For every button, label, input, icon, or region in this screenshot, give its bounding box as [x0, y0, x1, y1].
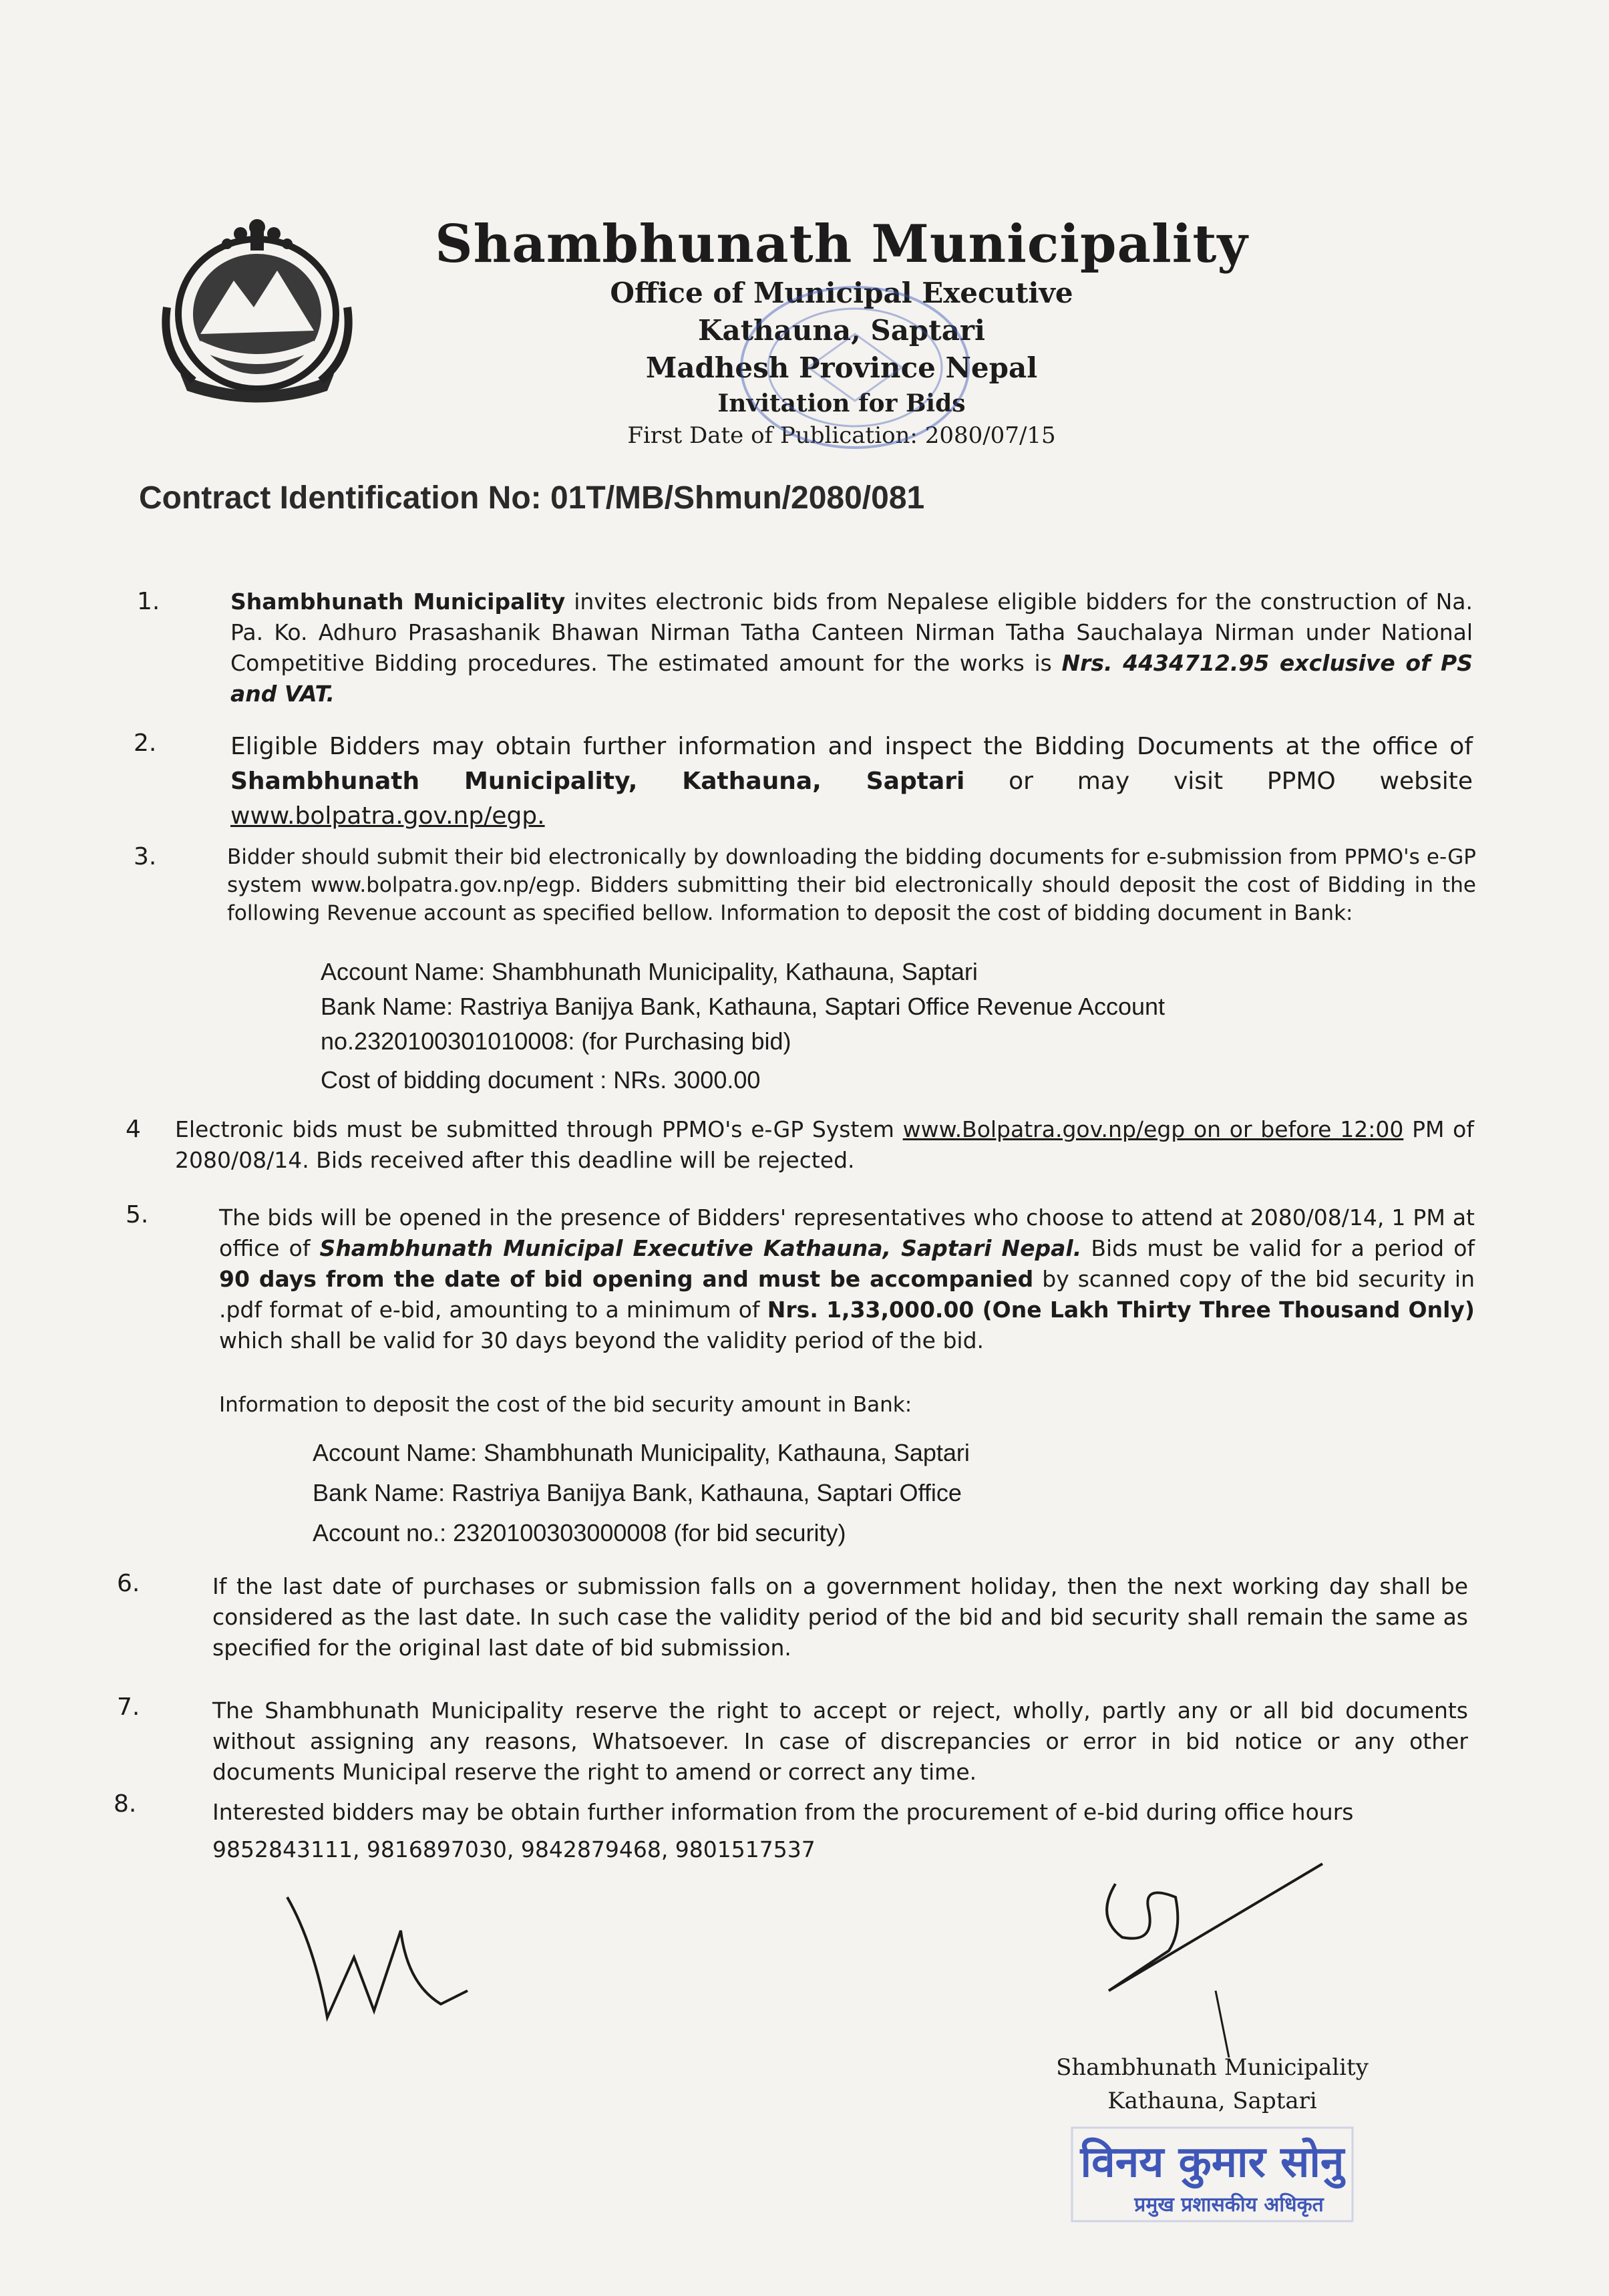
item-5 [219, 1202, 1475, 1356]
item-number: 7. [117, 1693, 140, 1721]
item-3-cost: Cost of bidding document : NRs. 3000.00 [321, 1066, 761, 1094]
nepal-emblem-icon [154, 207, 361, 407]
item-2 [230, 729, 1473, 834]
right-signature-icon [1082, 1857, 1363, 2058]
item-8-phones: 9852843111, 9816897030, 9842879468, 9801517537 [212, 1836, 816, 1862]
office-line: Office of Municipal Executive [610, 277, 1073, 309]
ppmo-link[interactable]: www.bolpatra.gov.np/egp. [230, 802, 545, 830]
item-number: 1. [137, 588, 160, 615]
item-5-bank-name: Bank Name: Rastriya Banijya Bank, Kathauna, Saptari Office [313, 1479, 962, 1506]
location-line: Kathauna, Saptari [697, 314, 985, 347]
item-5-text3: by scanned copy of the bid security in .pdf format of e-bid, amounting to a minimum of [219, 1266, 1475, 1323]
item-1-amount: Nrs. 4434712.95 exclusive of PS and VAT. [230, 650, 1473, 707]
item-3: Bidder should submit their bid electronically by downloading the bidding documents for e-submission from PPMO's e-GP system www.bolpatra.gov.np/egp. Bidders submitting their bid electronically should deposit the cost of Bidding in the following Revenue account as specified bellow. Information to deposit the cost of bidding document in Bank: [227, 845, 1476, 925]
item-5-deposit-info: Information to deposit the cost of the bid security amount in Bank: [219, 1393, 912, 1417]
municipality-title: Shambhunath Municipality [435, 214, 1248, 275]
item-number: 5. [126, 1201, 149, 1228]
item-5-account-no: Account no.: 2320100303000008 (for bid security) [313, 1519, 846, 1546]
item-5-text: The bids will be opened in the presence of Bidders' representatives who choose to attend at 2080/08/14, 1 PM at office of [219, 1204, 1475, 1261]
item-number: 6. [117, 1570, 140, 1597]
item-4 [175, 1114, 1474, 1176]
publication-date: First Date of Publication: 2080/07/15 [627, 422, 1056, 449]
egp-link[interactable]: www.Bolpatra.gov.np/egp on or before 12:00 [902, 1116, 1404, 1142]
item-number: 8. [114, 1790, 137, 1818]
item-5-validity: 90 days from the date of bid opening and must be accompanied [219, 1266, 1034, 1292]
item-3-account-no: no.2320100301010008: (for Purchasing bid) [321, 1027, 791, 1055]
signature-org: Shambhunath Municipality [1056, 2054, 1369, 2081]
item-2-text: Eligible Bidders may obtain further information and inspect the Bidding Documents at the office of [230, 733, 1473, 760]
item-3-account-name: Account Name: Shambhunath Municipality, Kathauna, Saptari [321, 958, 978, 985]
item-number: 3. [134, 843, 157, 870]
item-number: 2. [134, 729, 157, 757]
contract-identification: Contract Identification No: 01T/MB/Shmun/2080/081 [139, 480, 925, 516]
item-2-office: Shambhunath Municipality, Kathauna, Saptari [230, 768, 965, 795]
item-5-account-name: Account Name: Shambhunath Municipality, Kathauna, Saptari [313, 1439, 970, 1466]
officer-name-stamp [1069, 2124, 1356, 2225]
item-4-text: Electronic bids must be submitted through PPMO's e-GP System [175, 1116, 903, 1142]
signature-place: Kathauna, Saptari [1107, 2088, 1317, 2114]
item-number: 4 [126, 1116, 141, 1143]
notice-type: Invitation for Bids [717, 389, 966, 418]
item-8: Interested bidders may be obtain further information from the procurement of e-bid during office hours [212, 1799, 1354, 1825]
item-6: If the last date of purchases or submission falls on a government holiday, then the next working day shall be considered as the last date. In such case the validity period of the bid and bid security shall remain the same as specified for the original last date of bid submission. [212, 1573, 1468, 1661]
item-1-text: invites electronic bids from Nepalese eligible bidders for the construction of Na. Pa. Ko. Adhuro Prasashanik Bhawan Nirman Tatha Canteen Nirman Tatha Sauchalaya Nirman under National Competitive Bidding procedures. The estimated amount for the works is [230, 589, 1473, 676]
item-1 [230, 587, 1473, 709]
item-5-office: Shambhunath Municipal Executive Kathauna, Saptari Nepal. [319, 1235, 1082, 1261]
item-3-bank-name: Bank Name: Rastriya Banijya Bank, Kathauna, Saptari Office Revenue Account [321, 993, 1166, 1020]
officer-name: विनय कुमार सोनु [1080, 2138, 1345, 2187]
item-5-security: Nrs. 1,33,000.00 (One Lakh Thirty Three Thousand Only) [767, 1297, 1475, 1323]
signature-block [1055, 2051, 1369, 2118]
office-stamp-icon [728, 274, 982, 461]
item-4-text2: PM of 2080/08/14. Bids received after this deadline will be rejected. [175, 1116, 1474, 1173]
province-line: Madhesh Province Nepal [645, 351, 1038, 384]
item-7: The Shambhunath Municipality reserve the right to accept or reject, wholly, partly any or all bid documents without assigning any reasons, Whatsoever. In case of discrepancies or error in bid notice or any other documents Municipal reserve the right to amend or correct any time. [212, 1697, 1468, 1785]
left-signature-icon [274, 1891, 474, 2031]
officer-title: प्रमुख प्रशासकीय अधिकृत [1134, 2193, 1324, 2217]
item-5-text2: Bids must be valid for a period of [1081, 1235, 1475, 1261]
item-2-text2: or may visit PPMO website [964, 768, 1473, 795]
item-5-text4: which shall be valid for 30 days beyond the validity period of the bid. [219, 1327, 985, 1353]
item-1-lead: Shambhunath Municipality [230, 589, 566, 615]
